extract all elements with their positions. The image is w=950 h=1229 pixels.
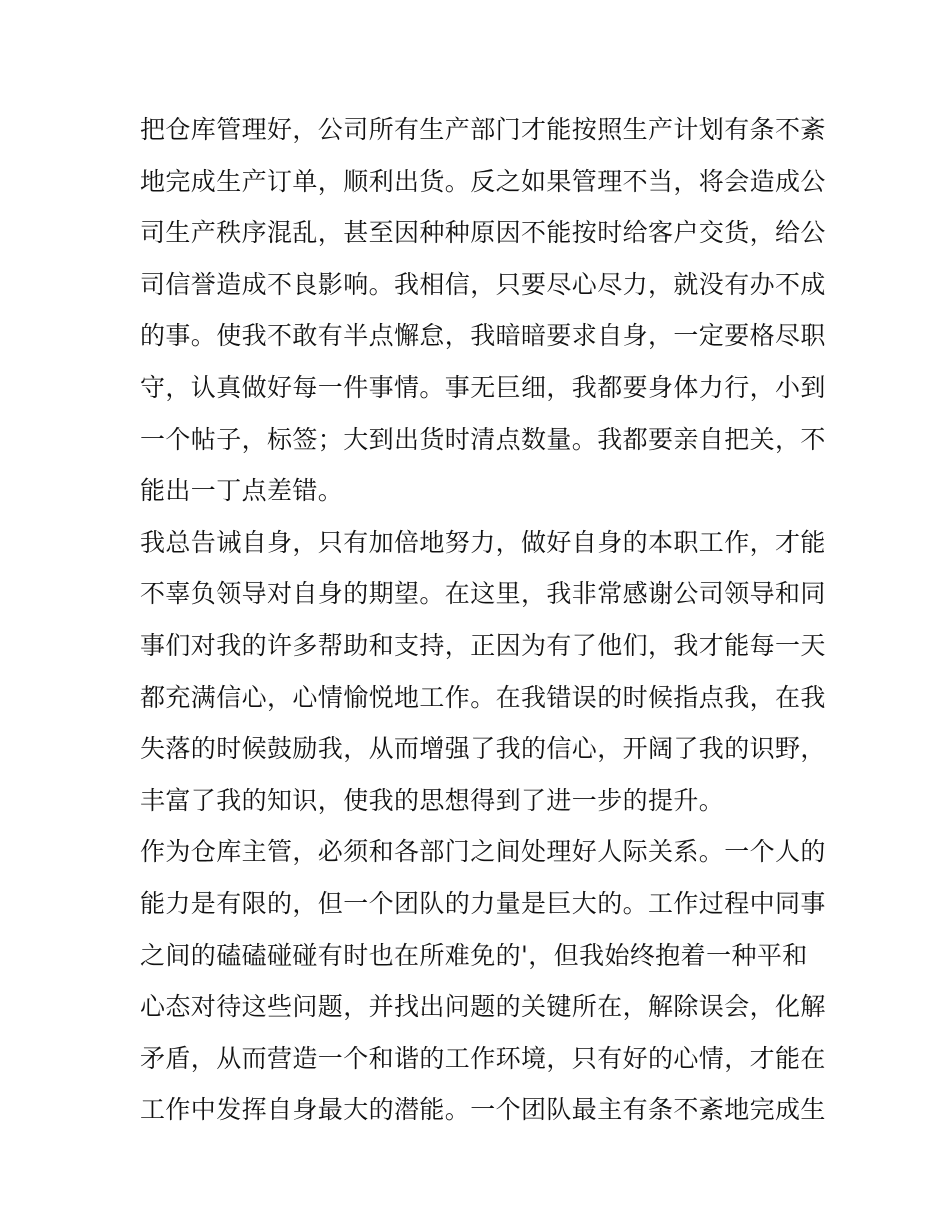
text-line: 都充满信心，心情愉悦地工作。在我错误的时候指点我，在我 — [140, 682, 826, 712]
text-line: 守，认真做好每一件事情。事无巨细，我都要身体力行，小到 — [140, 372, 826, 402]
text-line: 能出一丁点差错。 — [140, 476, 344, 506]
text-line: 一个帖子，标签；大到出货时清点数量。我都要亲自把关，不 — [140, 424, 826, 454]
text-line: 我总告诫自身，只有加倍地努力，做好自身的本职工作，才能 — [140, 527, 826, 557]
text-line: 之间的磕磕碰碰有时也在所难免的'，但我始终抱着一种平和 — [140, 940, 808, 970]
text-line: 作为仓库主管，必须和各部门之间处理好人际关系。一个人的 — [140, 837, 826, 867]
text-line: 地完成生产订单，顺利出货。反之如果管理不当，将会造成公 — [140, 166, 826, 196]
document-body — [140, 104, 830, 1136]
text-line: 心态对待这些问题，并找出问题的关键所在，解除误会，化解 — [140, 992, 826, 1022]
text-line: 司信誉造成不良影响。我相信，只要尽心尽力，就没有办不成 — [140, 269, 826, 299]
text-line: 事们对我的许多帮助和支持，正因为有了他们，我才能每一天 — [140, 630, 826, 660]
text-line: 能力是有限的，但一个团队的力量是巨大的。工作过程中同事 — [140, 888, 826, 918]
text-line: 丰富了我的知识，使我的思想得到了进一步的提升。 — [140, 785, 725, 815]
text-line: 失落的时候鼓励我，从而增强了我的信心，开阔了我的识野， — [140, 734, 826, 764]
text-line: 不辜负领导对自身的期望。在这里，我非常感谢公司领导和同 — [140, 579, 826, 609]
text-line: 司生产秩序混乱，甚至因种种原因不能按时给客户交货，给公 — [140, 218, 826, 248]
text-line: 工作中发挥自身最大的潜能。一个团队最主有条不紊地完成生 — [140, 1095, 826, 1125]
text-line: 的事。使我不敢有半点懈怠，我暗暗要求自身，一定要格尽职 — [140, 321, 826, 351]
text-line: 矛盾，从而营造一个和谐的工作环境，只有好的心情，才能在 — [140, 1043, 826, 1073]
text-line: 把仓库管理好，公司所有生产部门才能按照生产计划有条不紊 — [140, 115, 826, 144]
